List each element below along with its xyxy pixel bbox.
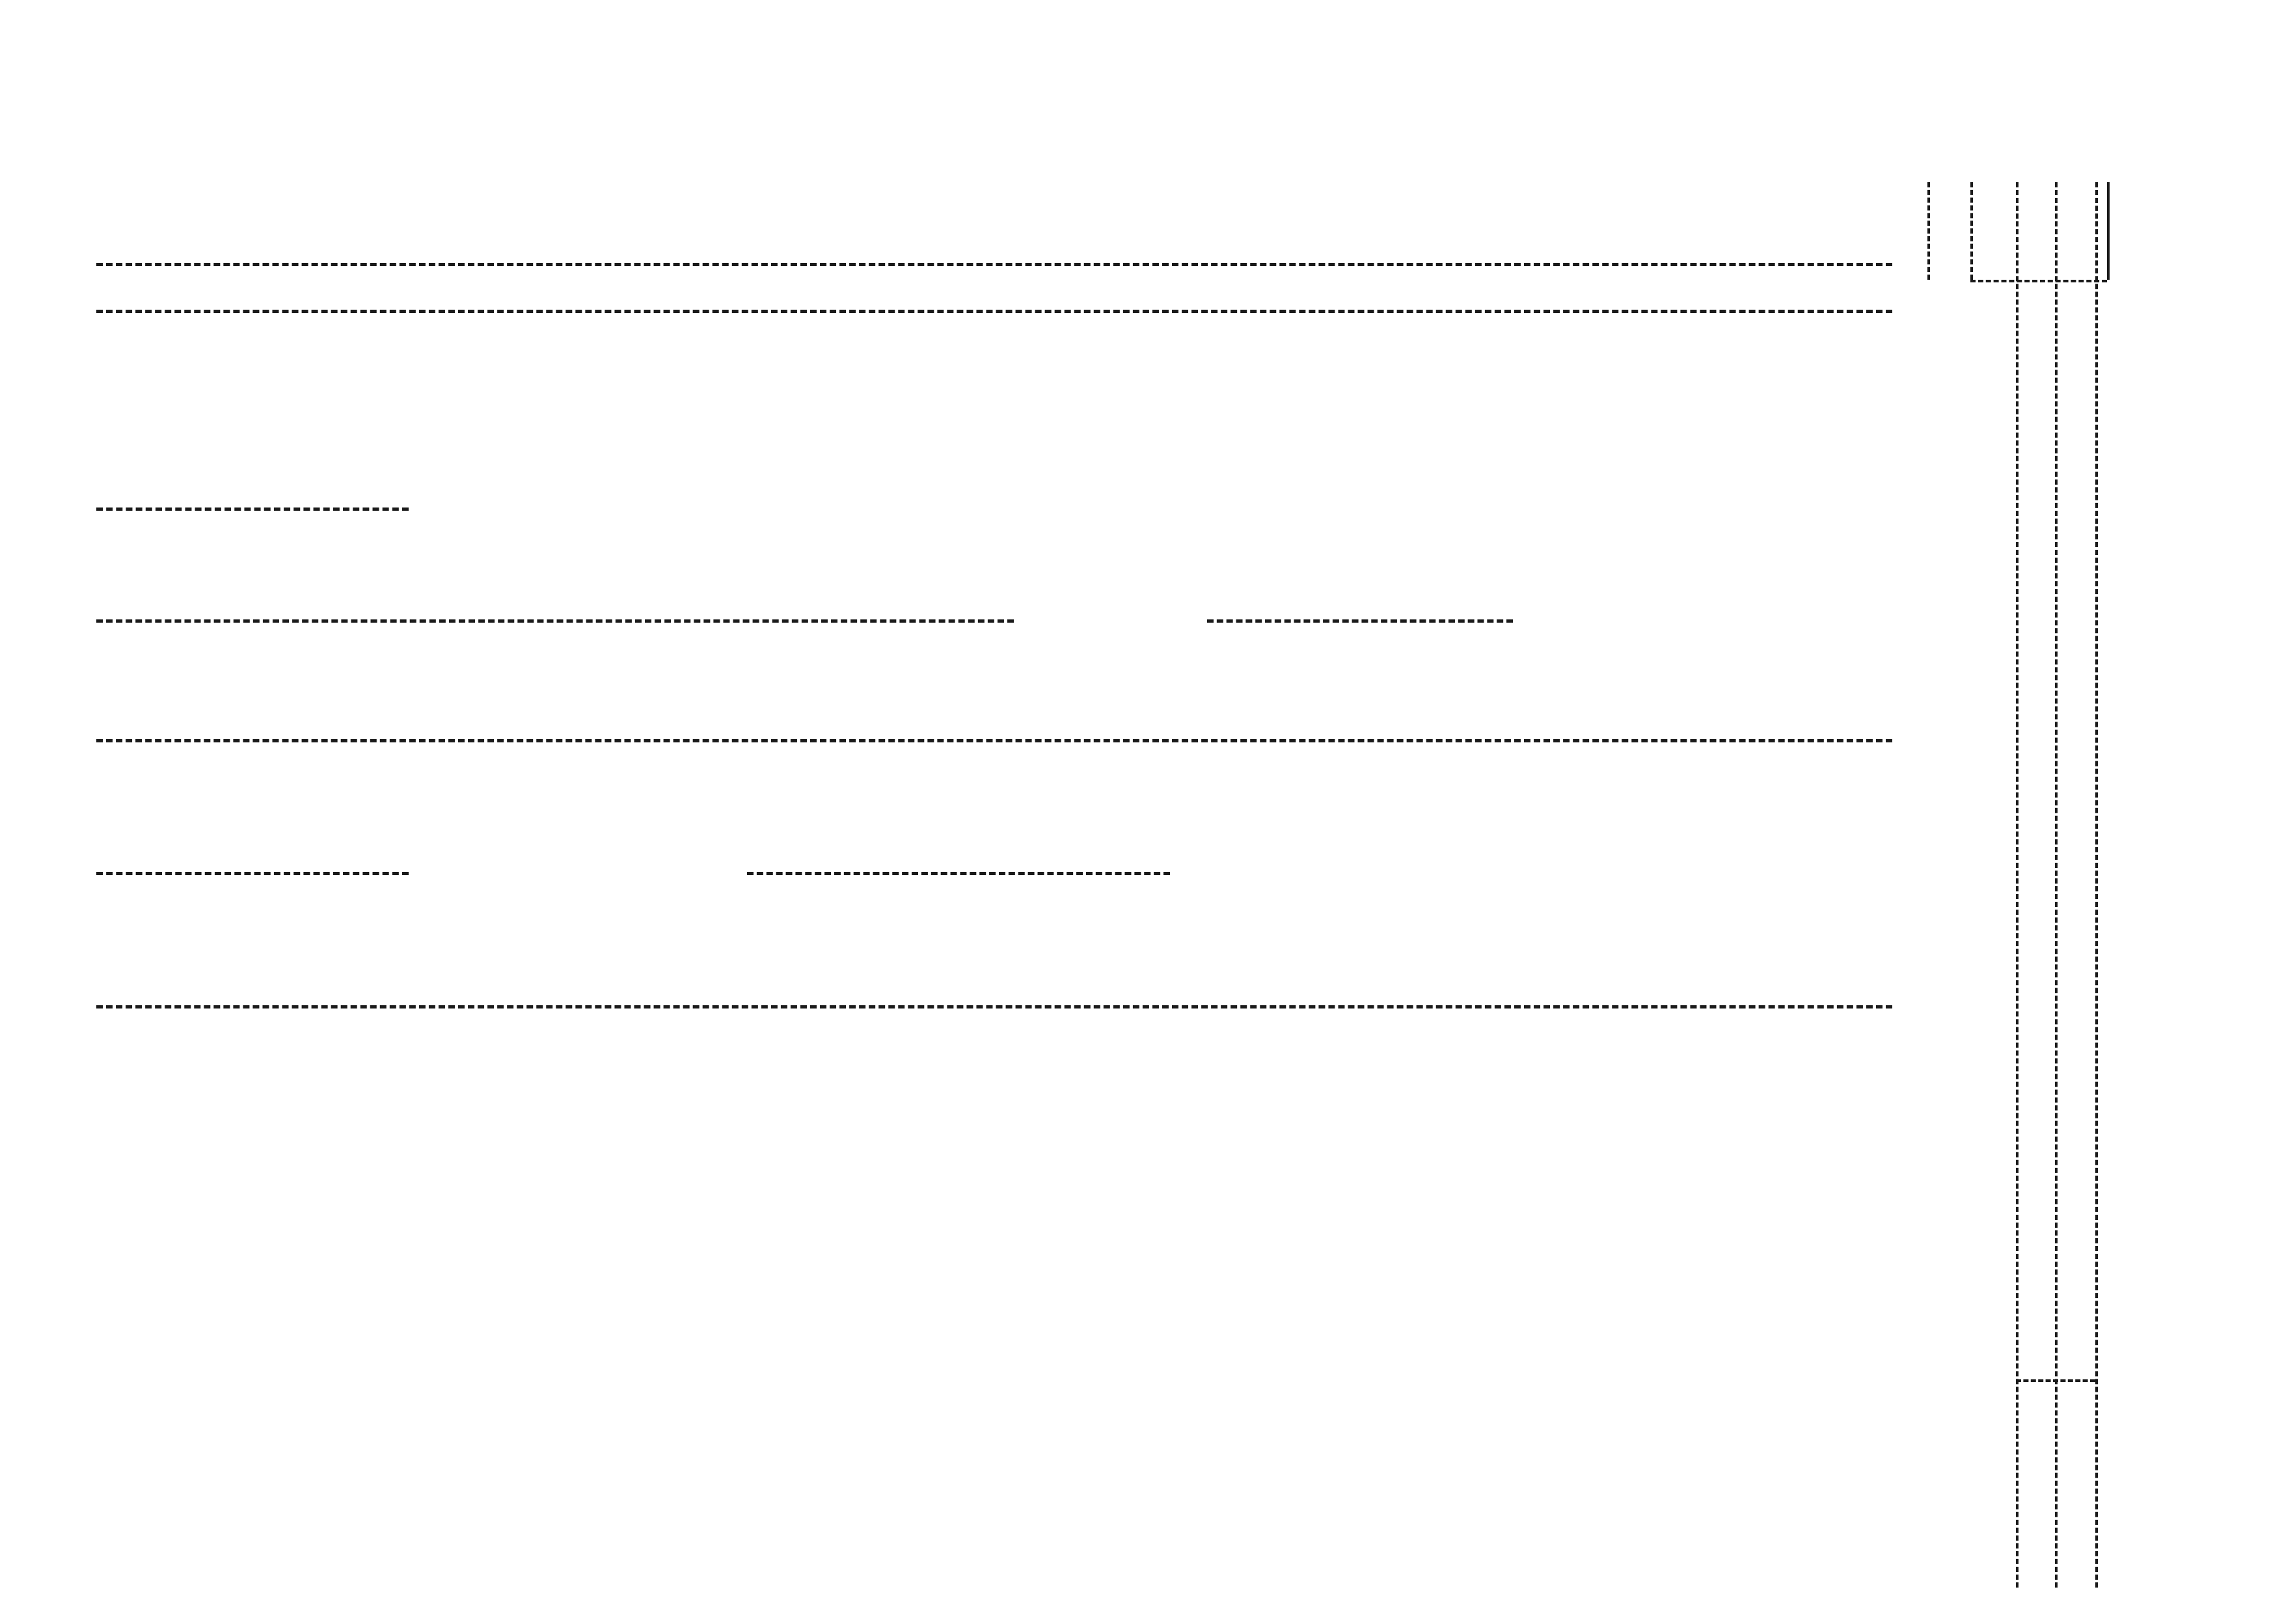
frame-line <box>2107 182 2110 280</box>
frame-line <box>2016 182 2019 1588</box>
frame-rule <box>1970 280 2107 282</box>
row-rule <box>1207 619 1513 623</box>
header-bottom-rule <box>96 310 1892 313</box>
sub-rule <box>96 872 409 875</box>
row-rule <box>96 619 1014 623</box>
frame-line <box>1927 182 1930 280</box>
table-bottom-rule <box>96 1005 1892 1008</box>
sub-rule <box>747 872 1170 875</box>
sub-rule <box>96 508 409 511</box>
frame-rule <box>2016 1379 2095 1382</box>
frame-line <box>2095 182 2098 1588</box>
row-rule <box>96 739 1892 742</box>
frame-line <box>2055 182 2058 1588</box>
frame-line <box>1970 182 1973 280</box>
table-top-rule <box>96 263 1892 266</box>
